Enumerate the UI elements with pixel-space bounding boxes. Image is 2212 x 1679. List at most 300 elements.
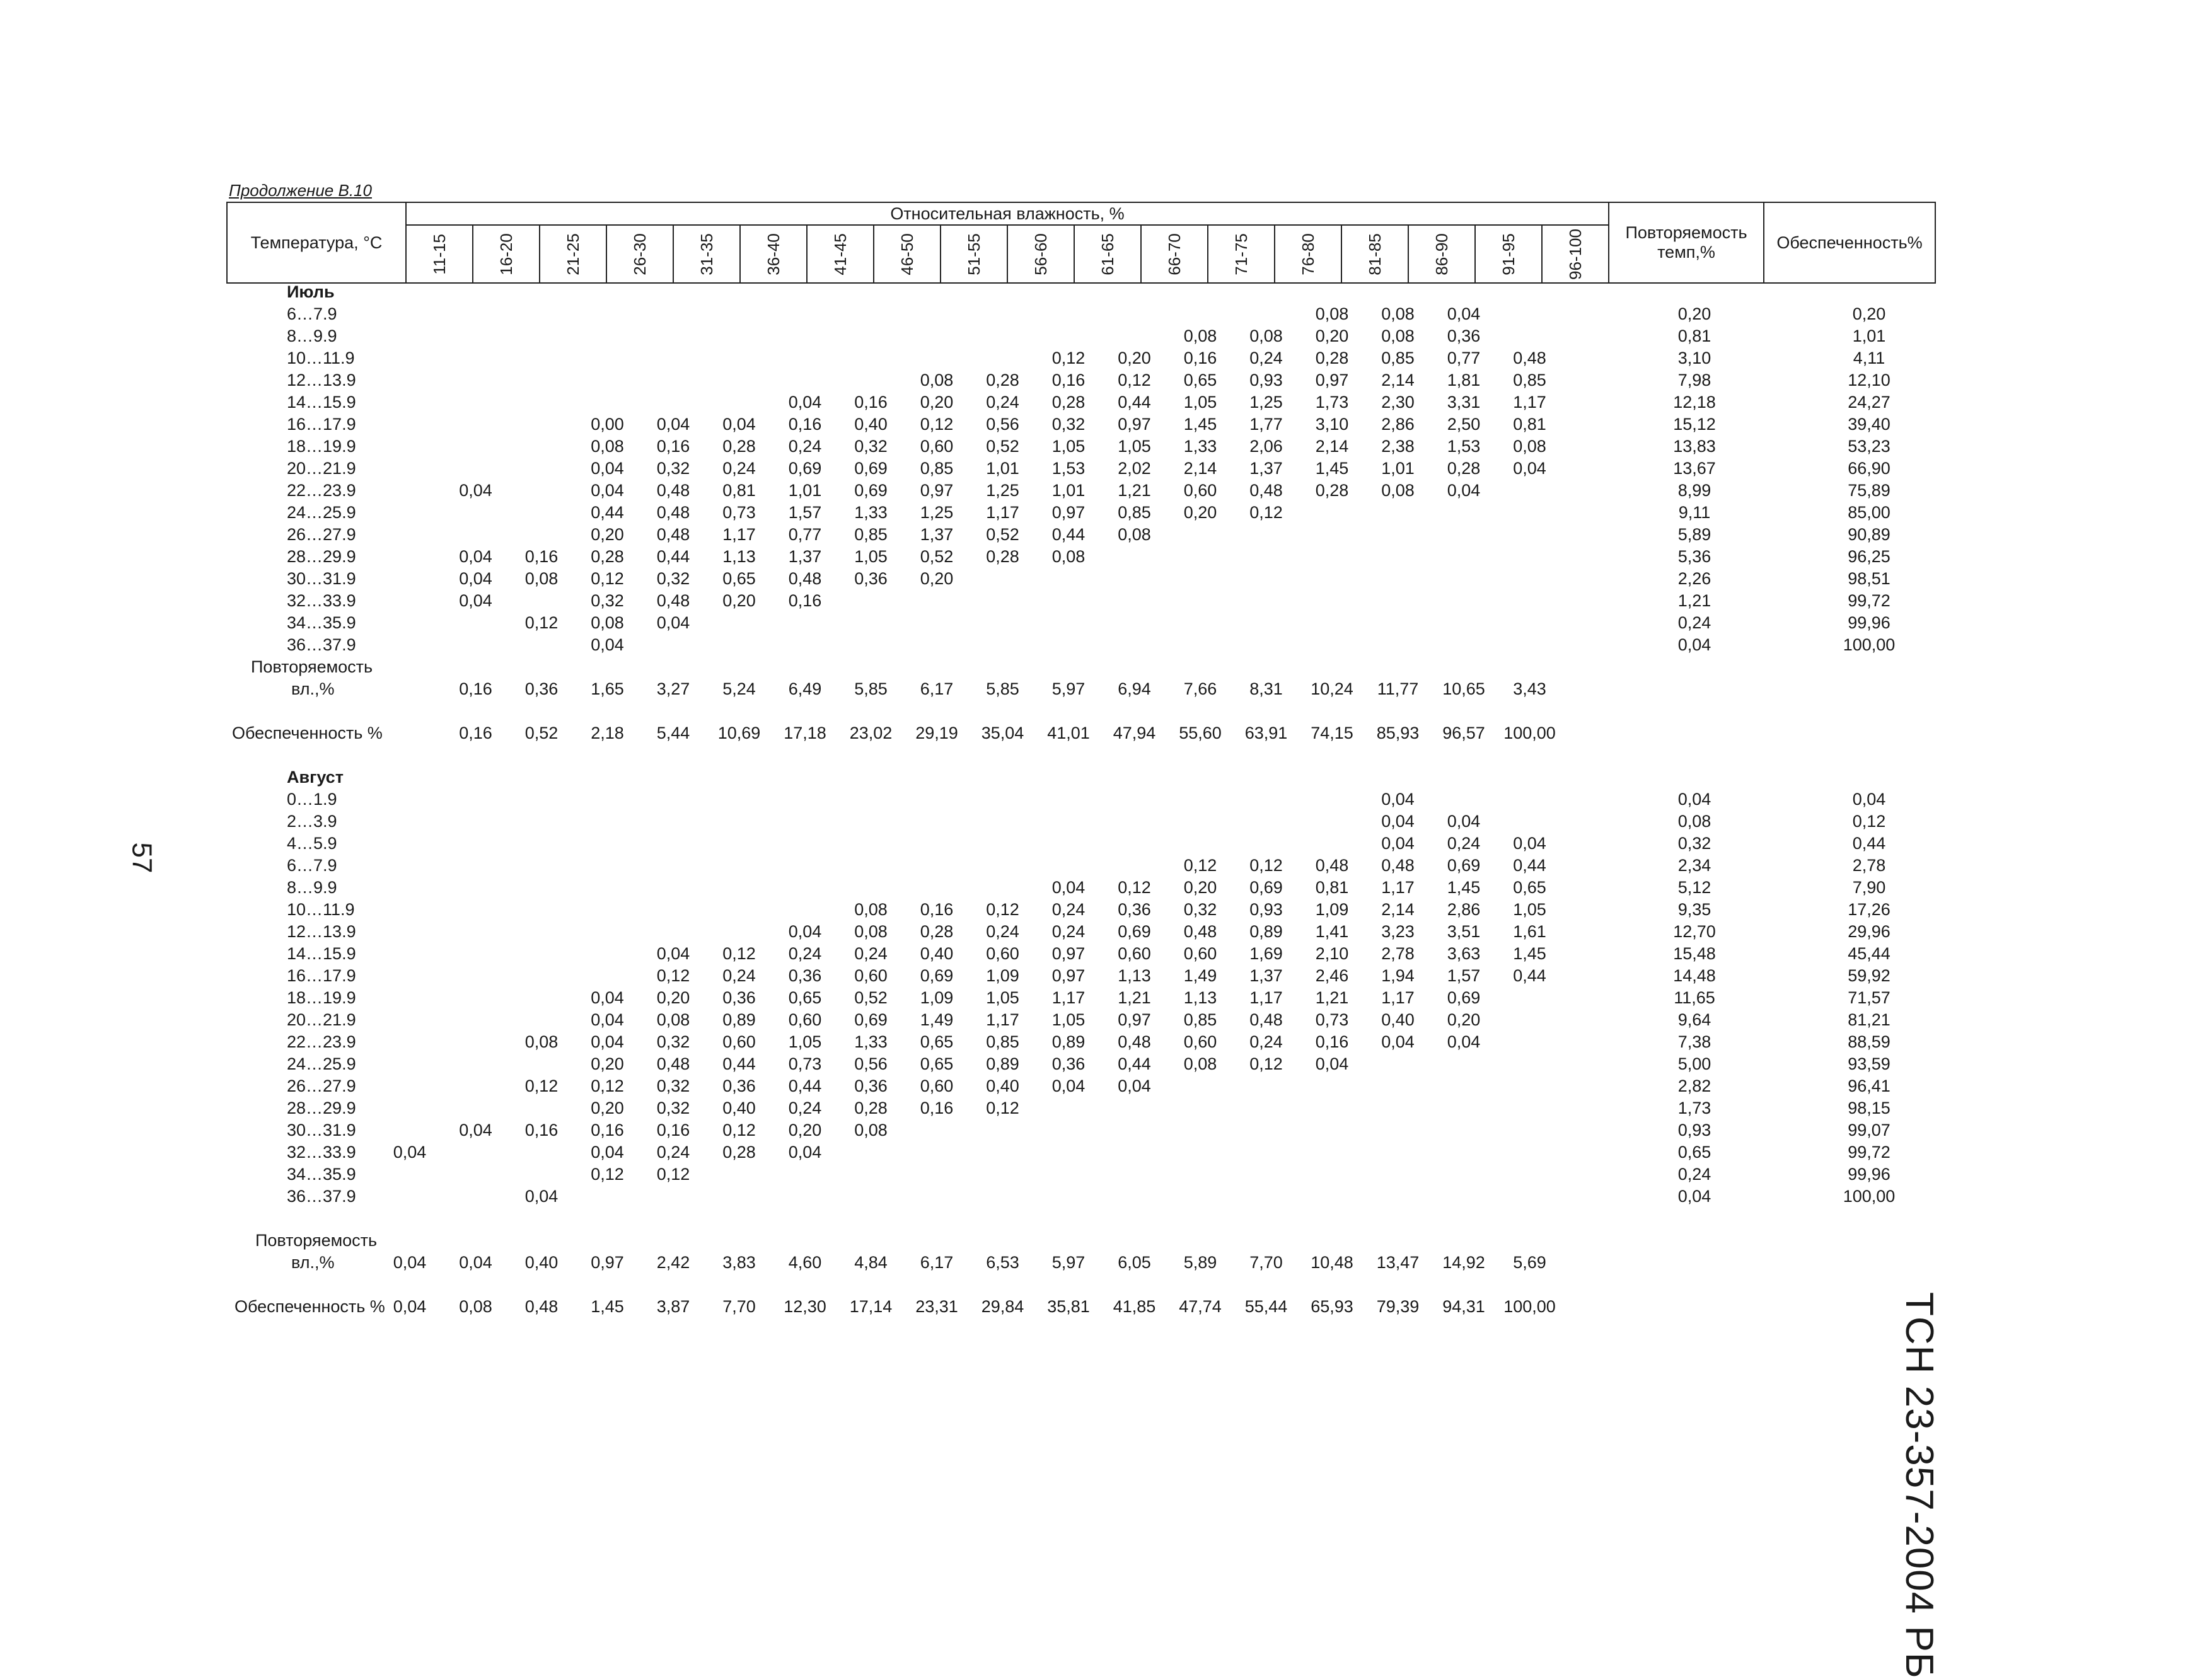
- cell-value: 2,14: [1183, 459, 1217, 478]
- cell-value: 0,69: [854, 481, 888, 500]
- cell-value: 0,77: [788, 525, 822, 544]
- cell-value: 0,20: [1315, 326, 1349, 345]
- cell-value: 0,48: [1513, 349, 1546, 367]
- cell-value: 0,36: [854, 1076, 888, 1095]
- rep-value: 4,84: [854, 1253, 888, 1272]
- cell-value: 0,44: [722, 1054, 756, 1073]
- cell-value: 0,48: [656, 503, 690, 522]
- sec-value: 55,44: [1244, 1297, 1288, 1316]
- cell-value: 0,24: [722, 966, 756, 985]
- rep-value: 3,27: [656, 679, 690, 698]
- section-title: Июль: [287, 282, 335, 301]
- rep-value: 7,70: [1249, 1253, 1283, 1272]
- cell-value: 0,04: [722, 415, 756, 434]
- cell-value: 2,06: [1249, 437, 1283, 456]
- cell-value: 0,77: [1447, 349, 1481, 367]
- cell-value: 0,16: [854, 393, 888, 412]
- table-row: [0, 459, 2212, 481]
- table-row: [0, 834, 2212, 856]
- sec-value: 0,52: [524, 724, 559, 742]
- cell-value: 1,17: [1381, 878, 1415, 897]
- sec-value: 17,18: [784, 724, 826, 742]
- rep-temp-value: 2,82: [1677, 1076, 1711, 1095]
- sec-value: 2,18: [591, 724, 624, 742]
- sec-value: 79,39: [1376, 1297, 1420, 1316]
- rh-bin-header: [1208, 225, 1275, 283]
- cell-value: 1,09: [920, 988, 954, 1007]
- repeatability-temp-header: Повторяемость темп,%: [1609, 202, 1764, 283]
- temp-range: 2…3.9: [287, 812, 337, 831]
- cell-value: 0,08: [591, 437, 624, 456]
- cell-value: 0,12: [524, 613, 559, 632]
- cell-value: 1,05: [1183, 393, 1217, 412]
- table-row: [0, 282, 2212, 304]
- cell-value: 0,65: [920, 1032, 954, 1051]
- cell-value: 0,04: [656, 944, 690, 963]
- temp-range: 12…13.9: [287, 371, 356, 389]
- rep-temp-value: 7,38: [1677, 1032, 1711, 1051]
- cell-value: 0,24: [1051, 900, 1086, 919]
- cell-value: 1,21: [1315, 988, 1349, 1007]
- cell-value: 0,44: [591, 503, 624, 522]
- cell-value: 0,08: [1381, 304, 1415, 323]
- temp-range: 24…25.9: [287, 503, 356, 522]
- cell-value: 1,05: [986, 988, 1019, 1007]
- temp-range: 36…37.9: [287, 1187, 356, 1206]
- cell-value: 0,48: [656, 591, 690, 610]
- cell-value: 0,97: [1051, 966, 1086, 985]
- cell-value: 0,16: [1183, 349, 1217, 367]
- cell-value: 0,85: [1183, 1010, 1217, 1029]
- cell-value: 1,05: [1513, 900, 1546, 919]
- cell-value: 0,08: [1183, 326, 1217, 345]
- table-row: [0, 1099, 2212, 1121]
- cell-value: 0,56: [854, 1054, 888, 1073]
- rh-bin-header: [1341, 225, 1408, 283]
- cell-value: 1,17: [1051, 988, 1086, 1007]
- cell-value: 0,24: [788, 944, 822, 963]
- cell-value: 0,04: [1447, 481, 1481, 500]
- cell-value: 1,05: [1051, 437, 1086, 456]
- rep-value: 8,31: [1249, 679, 1283, 698]
- sec-value: 12,30: [784, 1297, 826, 1316]
- cell-value: 0,04: [1381, 812, 1415, 831]
- cell-value: 1,81: [1447, 371, 1481, 389]
- cell-value: 1,57: [788, 503, 822, 522]
- repeatability-label: Повторяемость: [251, 657, 373, 676]
- cell-value: 0,20: [591, 525, 624, 544]
- cell-value: 0,65: [920, 1054, 954, 1073]
- temp-range: 22…23.9: [287, 481, 356, 500]
- temp-range: 30…31.9: [287, 1121, 356, 1140]
- cell-value: 0,12: [1183, 856, 1217, 875]
- table-row: [0, 437, 2212, 459]
- temp-range: 8…9.9: [287, 878, 337, 897]
- cell-value: 1,21: [1118, 481, 1151, 500]
- cell-value: 0,12: [722, 944, 756, 963]
- cell-value: 0,20: [1118, 349, 1151, 367]
- rep-temp-value: 9,35: [1677, 900, 1711, 919]
- cell-value: 0,12: [920, 415, 954, 434]
- cell-value: 0,12: [1051, 349, 1086, 367]
- sec-value: 23,02: [849, 724, 893, 742]
- cell-value: 0,93: [1249, 371, 1283, 389]
- rep-temp-value: 0,04: [1677, 790, 1711, 809]
- cell-value: 0,69: [1447, 988, 1481, 1007]
- rep-value: 2,42: [656, 1253, 690, 1272]
- cell-value: 0,40: [1381, 1010, 1415, 1029]
- table-row: [0, 724, 2212, 746]
- rep-value: 7,66: [1183, 679, 1217, 698]
- sec-value: 5,44: [656, 724, 690, 742]
- table-row: [0, 1054, 2212, 1076]
- rh-bin-label: 31-35: [697, 233, 716, 275]
- cell-value: 0,60: [1118, 944, 1151, 963]
- cell-value: 1,09: [1315, 900, 1349, 919]
- rh-bin-label: 96-100: [1565, 228, 1585, 280]
- sec-value: 35,04: [981, 724, 1024, 742]
- cell-value: 0,16: [656, 1121, 690, 1140]
- rh-bin-header: [606, 225, 673, 283]
- cell-value: 0,73: [722, 503, 756, 522]
- security-value: 0,20: [1852, 304, 1886, 323]
- cell-value: 0,28: [1051, 393, 1086, 412]
- cell-value: 1,25: [920, 503, 954, 522]
- temp-range: 12…13.9: [287, 922, 356, 941]
- rh-bin-label: 56-60: [1031, 233, 1050, 275]
- rep-value: 6,49: [788, 679, 822, 698]
- cell-value: 0,36: [788, 966, 822, 985]
- cell-value: 2,50: [1447, 415, 1481, 434]
- cell-value: 1,33: [854, 503, 888, 522]
- table-row: [0, 900, 2212, 922]
- cell-value: 2,14: [1315, 437, 1349, 456]
- humidity-header: Относительная влажность, %: [406, 202, 1609, 225]
- temp-range: 6…7.9: [287, 856, 337, 875]
- rh-bin-label: 21-25: [563, 233, 582, 275]
- cell-value: 0,93: [1249, 900, 1283, 919]
- rh-bin-label: 66-70: [1164, 233, 1184, 275]
- temp-range: 8…9.9: [287, 326, 337, 345]
- temp-range: 30…31.9: [287, 569, 356, 588]
- rep-temp-value: 0,65: [1677, 1143, 1711, 1162]
- sec-value: 47,74: [1179, 1297, 1222, 1316]
- cell-value: 0,48: [656, 1054, 690, 1073]
- cell-value: 0,44: [1118, 1054, 1151, 1073]
- cell-value: 1,33: [1183, 437, 1217, 456]
- cell-value: 0,69: [1118, 922, 1151, 941]
- security-value: 99,96: [1848, 1165, 1891, 1184]
- cell-value: 0,28: [591, 547, 624, 566]
- cell-value: 0,48: [656, 481, 690, 500]
- security-value: 0,44: [1852, 834, 1886, 853]
- cell-value: 0,08: [591, 613, 624, 632]
- cell-value: 0,48: [1249, 481, 1283, 500]
- cell-value: 3,63: [1447, 944, 1481, 963]
- rep-temp-value: 1,21: [1677, 591, 1711, 610]
- cell-value: 1,94: [1381, 966, 1415, 985]
- cell-value: 1,01: [788, 481, 822, 500]
- cell-value: 1,01: [1381, 459, 1415, 478]
- cell-value: 0,08: [1051, 547, 1086, 566]
- cell-value: 0,60: [986, 944, 1019, 963]
- rep-temp-value: 0,32: [1677, 834, 1711, 853]
- rh-bin-header: [1007, 225, 1074, 283]
- rh-bin-label: 76-80: [1298, 233, 1317, 275]
- sec-value: 29,19: [915, 724, 958, 742]
- rh-bin-label: 41-45: [830, 233, 850, 275]
- table-header: [226, 202, 1936, 284]
- rh-bin-header: [1542, 225, 1609, 283]
- security-value: 93,59: [1848, 1054, 1891, 1073]
- cell-value: 0,36: [1118, 900, 1151, 919]
- cell-value: 0,36: [854, 569, 888, 588]
- cell-value: 0,69: [1447, 856, 1481, 875]
- cell-value: 0,04: [1447, 1032, 1481, 1051]
- cell-value: 0,65: [788, 988, 822, 1007]
- cell-value: 0,60: [1183, 944, 1217, 963]
- cell-value: 0,97: [1051, 944, 1086, 963]
- rep-value: 1,65: [591, 679, 624, 698]
- temp-range: 16…17.9: [287, 415, 356, 434]
- continuation-note: Продолжение В.10: [229, 181, 372, 200]
- rh-bin-label: 51-55: [964, 233, 983, 275]
- rh-bin-header: [941, 225, 1007, 283]
- cell-value: 0,24: [854, 944, 888, 963]
- sec-value: 0,08: [459, 1297, 492, 1316]
- security-value: 4,11: [1853, 349, 1885, 367]
- cell-value: 0,48: [1381, 856, 1415, 875]
- rep-value: 5,97: [1051, 1253, 1086, 1272]
- table-row: [0, 591, 2212, 613]
- cell-value: 0,04: [1447, 812, 1481, 831]
- sec-value: 7,70: [722, 1297, 756, 1316]
- cell-value: 0,44: [1513, 856, 1546, 875]
- cell-value: 2,86: [1381, 415, 1415, 434]
- rep-value: 11,77: [1377, 679, 1419, 698]
- cell-value: 0,60: [788, 1010, 822, 1029]
- security-value: 29,96: [1848, 922, 1891, 941]
- rep-temp-value: 13,83: [1673, 437, 1716, 456]
- security-value: 99,07: [1848, 1121, 1891, 1140]
- temp-range: 4…5.9: [287, 834, 337, 853]
- cell-value: 0,60: [722, 1032, 756, 1051]
- cell-value: 0,24: [788, 437, 822, 456]
- cell-value: 1,41: [1315, 922, 1349, 941]
- cell-value: 0,32: [656, 1076, 690, 1095]
- cell-value: 0,04: [1051, 1076, 1086, 1095]
- cell-value: 0,40: [986, 1076, 1019, 1095]
- cell-value: 1,01: [1051, 481, 1086, 500]
- cell-value: 1,17: [722, 525, 756, 544]
- cell-value: 1,17: [986, 503, 1019, 522]
- cell-value: 0,48: [788, 569, 822, 588]
- cell-value: 0,04: [591, 1143, 624, 1162]
- cell-value: 0,28: [1315, 481, 1349, 500]
- table-row: [0, 1165, 2212, 1187]
- sec-value: 0,48: [524, 1297, 559, 1316]
- rep-value: 6,17: [920, 1253, 954, 1272]
- cell-value: 0,48: [1249, 1010, 1283, 1029]
- cell-value: 0,00: [591, 415, 624, 434]
- cell-value: 0,85: [920, 459, 954, 478]
- security-value: 12,10: [1848, 371, 1891, 389]
- cell-value: 0,08: [854, 1121, 888, 1140]
- rep-temp-value: 13,67: [1673, 459, 1716, 478]
- table-row: [0, 988, 2212, 1010]
- cell-value: 2,10: [1315, 944, 1349, 963]
- rep-value: 0,04: [459, 1253, 492, 1272]
- table-row: [0, 569, 2212, 591]
- cell-value: 3,51: [1447, 922, 1481, 941]
- cell-value: 0,24: [1249, 1032, 1283, 1051]
- rep-value: 10,65: [1442, 679, 1485, 698]
- temp-range: 6…7.9: [287, 304, 337, 323]
- cell-value: 0,20: [591, 1054, 624, 1073]
- rep-value: 0,36: [524, 679, 559, 698]
- rep-temp-value: 7,98: [1677, 371, 1711, 389]
- table-row: [0, 393, 2212, 415]
- table-row: [0, 1076, 2212, 1099]
- cell-value: 0,97: [920, 481, 954, 500]
- temp-range: 34…35.9: [287, 613, 356, 632]
- cell-value: 0,44: [656, 547, 690, 566]
- rep-value: 3,43: [1513, 679, 1546, 698]
- table-row: [0, 966, 2212, 988]
- cell-value: 1,05: [1118, 437, 1151, 456]
- cell-value: 0,32: [656, 1099, 690, 1117]
- rh-bin-header: [740, 225, 807, 283]
- rep-temp-value: 5,12: [1677, 878, 1711, 897]
- rep-temp-value: 12,18: [1673, 393, 1716, 412]
- sec-value: 17,14: [849, 1297, 893, 1316]
- cell-value: 0,81: [722, 481, 756, 500]
- cell-value: 0,97: [1051, 503, 1086, 522]
- table-row: [0, 349, 2212, 371]
- cell-value: 1,45: [1513, 944, 1546, 963]
- cell-value: 0,28: [920, 922, 954, 941]
- cell-value: 1,53: [1447, 437, 1481, 456]
- rep-temp-value: 0,24: [1677, 1165, 1711, 1184]
- table-row: [0, 326, 2212, 349]
- cell-value: 0,08: [1381, 326, 1415, 345]
- cell-value: 0,65: [1183, 371, 1217, 389]
- cell-value: 0,60: [1183, 481, 1217, 500]
- cell-value: 0,24: [1051, 922, 1086, 941]
- sec-value: 55,60: [1179, 724, 1222, 742]
- temp-range: 28…29.9: [287, 1099, 356, 1117]
- security-value: 99,96: [1848, 613, 1891, 632]
- rep-temp-value: 14,48: [1673, 966, 1716, 985]
- temp-range: 32…33.9: [287, 1143, 356, 1162]
- rep-value: 0,97: [591, 1253, 624, 1272]
- rep-value: 0,16: [459, 679, 492, 698]
- cell-value: 0,97: [1118, 415, 1151, 434]
- temp-range: 36…37.9: [287, 635, 356, 654]
- cell-value: 0,12: [524, 1076, 559, 1095]
- temp-range: 20…21.9: [287, 1010, 356, 1029]
- cell-value: 0,69: [920, 966, 954, 985]
- cell-value: 0,44: [788, 1076, 822, 1095]
- rep-value: 6,05: [1118, 1253, 1151, 1272]
- cell-value: 0,16: [920, 1099, 954, 1117]
- cell-value: 0,28: [722, 437, 756, 456]
- rep-value: 6,94: [1118, 679, 1151, 698]
- cell-value: 0,08: [1381, 481, 1415, 500]
- repeatability-label: вл.,%: [291, 1253, 335, 1272]
- table-row: [0, 613, 2212, 635]
- cell-value: 0,48: [1183, 922, 1217, 941]
- cell-value: 1,09: [986, 966, 1019, 985]
- cell-value: 0,60: [1183, 1032, 1217, 1051]
- cell-value: 0,12: [656, 966, 690, 985]
- cell-value: 3,31: [1447, 393, 1481, 412]
- security-value: 59,92: [1848, 966, 1891, 985]
- table-row: [0, 657, 2212, 679]
- cell-value: 0,24: [986, 393, 1019, 412]
- rep-temp-value: 5,89: [1677, 525, 1711, 544]
- cell-value: 0,12: [656, 1165, 690, 1184]
- cell-value: 0,65: [722, 569, 756, 588]
- sec-value: 63,91: [1244, 724, 1288, 742]
- sec-value: 100,00: [1503, 724, 1556, 742]
- rh-bin-header: [406, 225, 473, 283]
- cell-value: 0,36: [1447, 326, 1481, 345]
- cell-value: 1,25: [1249, 393, 1283, 412]
- security-value: 53,23: [1848, 437, 1891, 456]
- rh-bin-label: 46-50: [897, 233, 917, 275]
- cell-value: 0,85: [1513, 371, 1546, 389]
- security-value: 81,21: [1848, 1010, 1891, 1029]
- sec-value: 41,85: [1113, 1297, 1156, 1316]
- cell-value: 1,13: [1118, 966, 1151, 985]
- cell-value: 0,12: [1249, 856, 1283, 875]
- table-row: [0, 878, 2212, 900]
- cell-value: 0,24: [986, 922, 1019, 941]
- page-number: 57: [126, 842, 158, 874]
- cell-value: 0,12: [722, 1121, 756, 1140]
- cell-value: 0,04: [1513, 459, 1546, 478]
- temp-range: 16…17.9: [287, 966, 356, 985]
- cell-value: 0,89: [722, 1010, 756, 1029]
- cell-value: 0,04: [591, 635, 624, 654]
- table-row: [0, 1032, 2212, 1054]
- table-row: [0, 1231, 2212, 1253]
- cell-value: 1,57: [1447, 966, 1481, 985]
- cell-value: 0,08: [524, 1032, 559, 1051]
- cell-value: 0,16: [524, 547, 559, 566]
- cell-value: 0,60: [920, 437, 954, 456]
- rep-value: 14,92: [1442, 1253, 1485, 1272]
- cell-value: 0,04: [459, 1121, 492, 1140]
- rep-temp-value: 2,26: [1677, 569, 1711, 588]
- cell-value: 0,20: [920, 569, 954, 588]
- cell-value: 1,13: [1183, 988, 1217, 1007]
- security-value: 17,26: [1848, 900, 1891, 919]
- cell-value: 0,85: [1381, 349, 1415, 367]
- cell-value: 0,85: [854, 525, 888, 544]
- security-value: 100,00: [1843, 635, 1896, 654]
- cell-value: 0,69: [788, 459, 822, 478]
- cell-value: 0,44: [1513, 966, 1546, 985]
- cell-value: 0,04: [591, 459, 624, 478]
- cell-value: 0,08: [656, 1010, 690, 1029]
- cell-value: 1,53: [1051, 459, 1086, 478]
- cell-value: 0,08: [1315, 304, 1349, 323]
- security-value: 24,27: [1848, 393, 1891, 412]
- rep-temp-value: 0,08: [1677, 812, 1711, 831]
- temp-range: 22…23.9: [287, 1032, 356, 1051]
